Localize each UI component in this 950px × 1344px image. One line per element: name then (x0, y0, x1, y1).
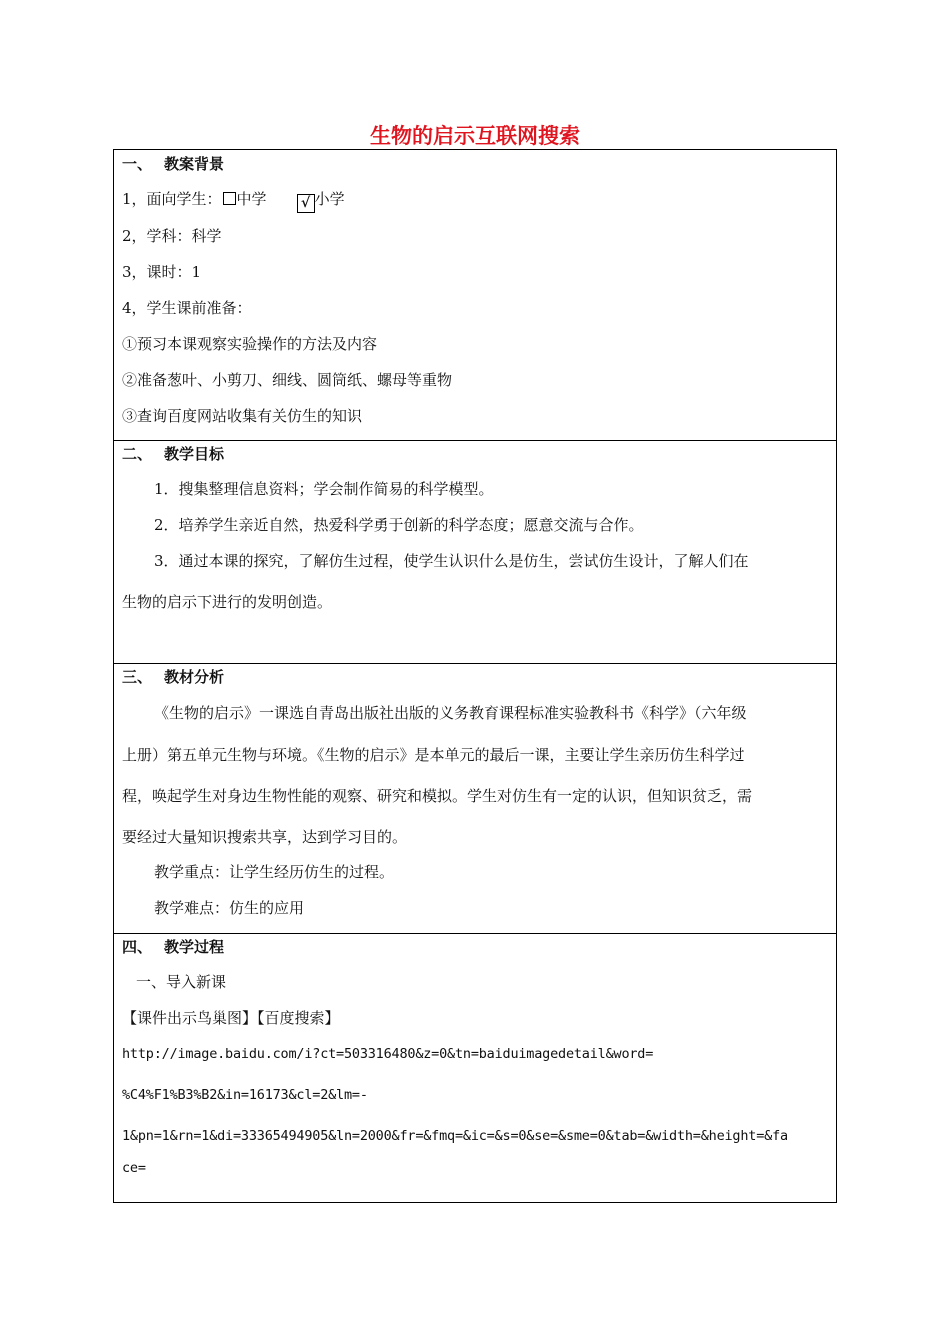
section-number: 三、 (122, 668, 153, 686)
section-title: 教学过程 (164, 938, 225, 956)
checkbox-primary-school[interactable]: √ (297, 194, 315, 213)
section-title: 教材分析 (164, 668, 225, 686)
search-url-line[interactable]: http://image.baidu.com/i?ct=503316480&z=0&tn=baiduimagedetail&word= (122, 1046, 654, 1062)
objective-item: 1．搜集整理信息资料；学会制作简易的科学模型。 (154, 480, 494, 498)
analysis-paragraph: 《生物的启示》一课选自青岛出版社出版的义务教育课程标准实验教科书《科学》（六年级 (154, 704, 747, 722)
objective-item: 2．培养学生亲近自然，热爱科学勇于创新的科学态度；愿意交流与合作。 (154, 516, 644, 534)
analysis-paragraph: 程，唤起学生对身边生物性能的观察、研究和模拟。学生对仿生有一定的认识，但知识贫乏，需 (122, 787, 753, 805)
courseware-note: 【课件出示鸟巢图】【百度搜索】 (122, 1009, 340, 1027)
section-heading (122, 153, 828, 175)
section-background (114, 150, 836, 441)
middle-school-label: 中学 (236, 190, 267, 208)
section-title: 教案背景 (164, 155, 225, 173)
section-number: 四、 (122, 938, 153, 956)
objective-item-continued: 生物的启示下进行的发明创造。 (122, 593, 333, 611)
search-url-line[interactable]: 1&pn=1&rn=1&di=33365494905&ln=2000&fr=&fmq=&ic=&s=0&se=&sme=0&tab=&width=&height=&fa (122, 1128, 788, 1144)
primary-school-label: 小学 (314, 190, 345, 208)
audience-label: 1，面向学生： (122, 190, 222, 208)
subject-row: 2，学科：科学 (122, 227, 222, 245)
section-number: 一、 (122, 155, 153, 173)
section-number: 二、 (122, 445, 153, 463)
prep-heading: 4，学生课前准备： (122, 299, 252, 317)
hours-row: 3，课时：1 (122, 263, 202, 281)
prep-item: ②准备葱叶、小剪刀、细线、圆筒纸、螺母等重物 (122, 371, 453, 389)
step-heading: 一、导入新课 (136, 973, 227, 991)
analysis-paragraph: 要经过大量知识搜索共享，达到学习目的。 (122, 828, 408, 846)
section-heading (122, 666, 828, 688)
section-heading (122, 443, 828, 465)
section-heading (122, 936, 828, 958)
prep-item: ①预习本课观察实验操作的方法及内容 (122, 335, 378, 353)
lesson-plan-table (113, 149, 837, 1203)
search-url-line[interactable]: ce= (122, 1160, 146, 1176)
objective-item: 3．通过本课的探究，了解仿生过程，使学生认识什么是仿生，尝试仿生设计，了解人们在 (154, 552, 749, 570)
checkbox-middle-school[interactable] (223, 192, 236, 205)
prep-item: ③查询百度网站收集有关仿生的知识 (122, 407, 363, 425)
analysis-paragraph: 上册）第五单元生物与环境。《生物的启示》是本单元的最后一课，主要让学生亲历仿生科学过 (122, 746, 745, 764)
document-title: 生物的启示互联网搜索 (370, 124, 580, 148)
key-point: 教学重点：让学生经历仿生的过程。 (154, 863, 395, 881)
section-material-analysis (114, 663, 836, 934)
section-teaching-process (114, 933, 836, 1203)
audience-row (122, 188, 828, 213)
difficult-point: 教学难点：仿生的应用 (154, 899, 305, 917)
section-title: 教学目标 (164, 445, 225, 463)
section-objectives (114, 440, 836, 664)
search-url-line[interactable]: %C4%F1%B3%B2&in=16173&cl=2&lm=- (122, 1087, 368, 1103)
